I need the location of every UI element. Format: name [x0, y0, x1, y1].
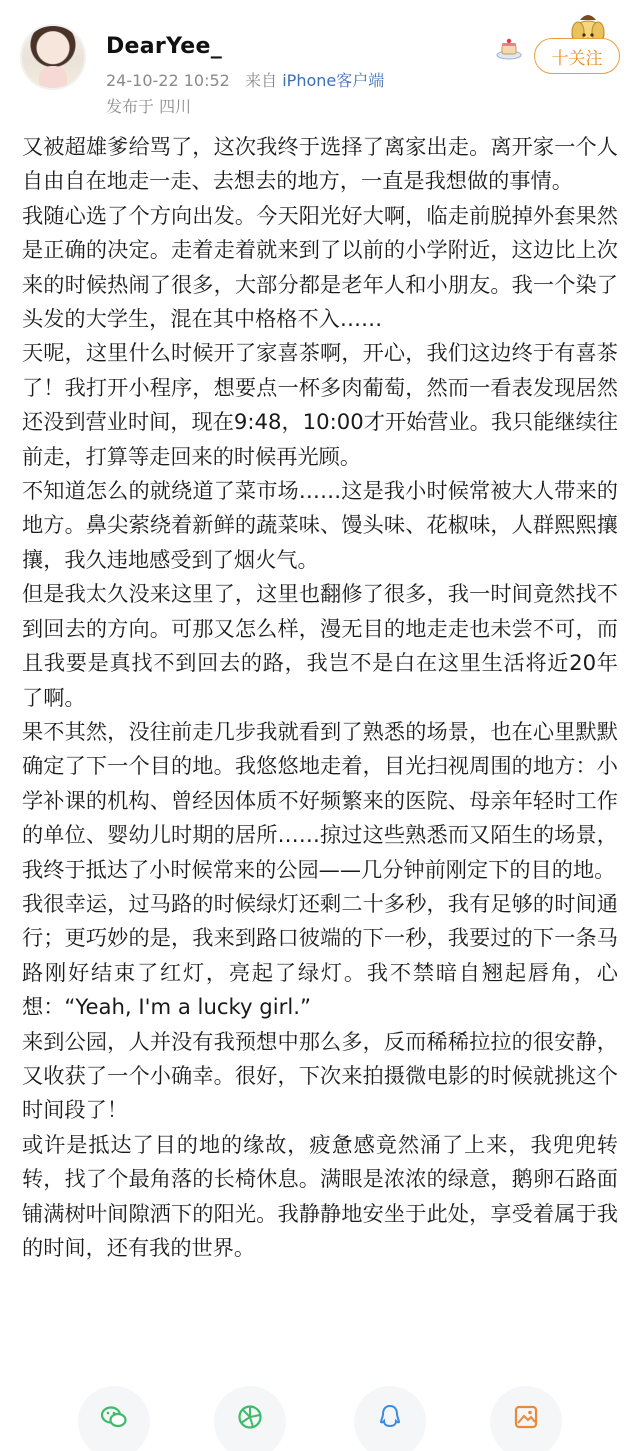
paragraph: 但是我太久没来这里了，这里也翻修了很多，我一时间竟然找不到回去的方向。可那又怎么样，漫无目的地走走也未尝不可，而且我要是真找不到回去的路，我岂不是白在这里生活将近20年了啊。 [22, 581, 618, 710]
post-timestamp: 24-10-22 10:52 [106, 71, 230, 90]
paragraph: 我随心选了个方向出发。今天阳光好大啊，临走前脱掉外套果然是正确的决定。走着走着就来到了以前的小学附近，这边比上次来的时候热闹了很多，大部分都是老年人和小朋友。我一个染了头发的大学生，混在其中格格不入…… [22, 202, 618, 332]
source-app-link[interactable]: iPhone客户端 [282, 71, 385, 90]
qq-icon [377, 1404, 403, 1430]
dessert-sticker-icon [494, 36, 524, 62]
share-moments-button[interactable] [214, 1386, 286, 1451]
follow-label: 十关注 [551, 48, 603, 69]
author-name[interactable]: DearYee_ [106, 34, 223, 59]
source-prefix: 来自 [245, 71, 278, 90]
paragraph: 天呢，这里什么时候开了家喜茶啊，开心，我们这边终于有喜茶了！我打开小程序，想要点一杯多肉葡萄，然而一看表发现居然还没到营业时间，现在9:48，10:00才开始营业。我只能继续往前走，打算等走回来的时候再光顾。 [22, 340, 618, 469]
share-qq-button[interactable] [354, 1386, 426, 1451]
save-image-button[interactable] [490, 1386, 562, 1451]
image-icon [513, 1404, 539, 1430]
wechat-icon [101, 1404, 127, 1430]
post-content [22, 130, 618, 1265]
post-header [20, 24, 620, 124]
paragraph: 又被超雄爹给骂了，这次我终于选择了离家出走。离开家一个人自由自在地走一走、去想去的地方，一直是我想做的事情。 [22, 134, 618, 194]
paragraph: 果不其然，没往前走几步我就看到了熟悉的场景，也在心里默默确定了下一个目的地。我悠悠地走着，目光扫视周围的地方：小学补课的机构、曾经因体质不好频繁来的医院、母亲年轻时工作的单位、婴幼儿时期的居所……掠过这些熟悉而又陌生的场景，我终于抵达了小时候常来的公园——几分钟前刚定下的目的地。 [22, 718, 618, 882]
paragraph: 或许是抵达了目的地的缘故，疲惫感竟然涌了上来，我兜兜转转，找了个最角落的长椅休息。满眼是浓浓的绿意，鹅卵石路面铺满树叶间隙洒下的阳光。我静静地安坐于此处，享受着属于我的时间，还有我的世界。 [22, 1131, 618, 1260]
share-wechat-button[interactable] [78, 1386, 150, 1451]
paragraph: 来到公园，人并没有我预想中那么多，反而稀稀拉拉的很安静，又收获了一个小确幸。很好，下次来拍摄微电影的时候就挑这个时间段了！ [22, 1028, 618, 1123]
avatar[interactable] [20, 24, 86, 90]
avatar-figure [39, 66, 67, 90]
share-action-bar [0, 1386, 640, 1451]
paragraph: 不知道怎么的就绕道了菜市场……这是我小时候常被大人带来的地方。鼻尖萦绕着新鲜的蔬菜味、馒头味、花椒味，人群熙熙攘攘，我久违地感受到了烟火气。 [22, 478, 618, 572]
post-location: 发布于 四川 [106, 97, 192, 116]
follow-button[interactable] [534, 38, 620, 74]
paragraph: 我很幸运，过马路的时候绿灯还剩二十多秒，我有足够的时间通行；更巧妙的是，我来到路口彼端的下一秒，我要过的下一条马路刚好结束了红灯，亮起了绿灯。我不禁暗自翘起唇角，心想：“Yeah, I'm a lucky girl.” [22, 890, 618, 1020]
post-meta [106, 68, 384, 91]
moments-icon [237, 1404, 263, 1430]
